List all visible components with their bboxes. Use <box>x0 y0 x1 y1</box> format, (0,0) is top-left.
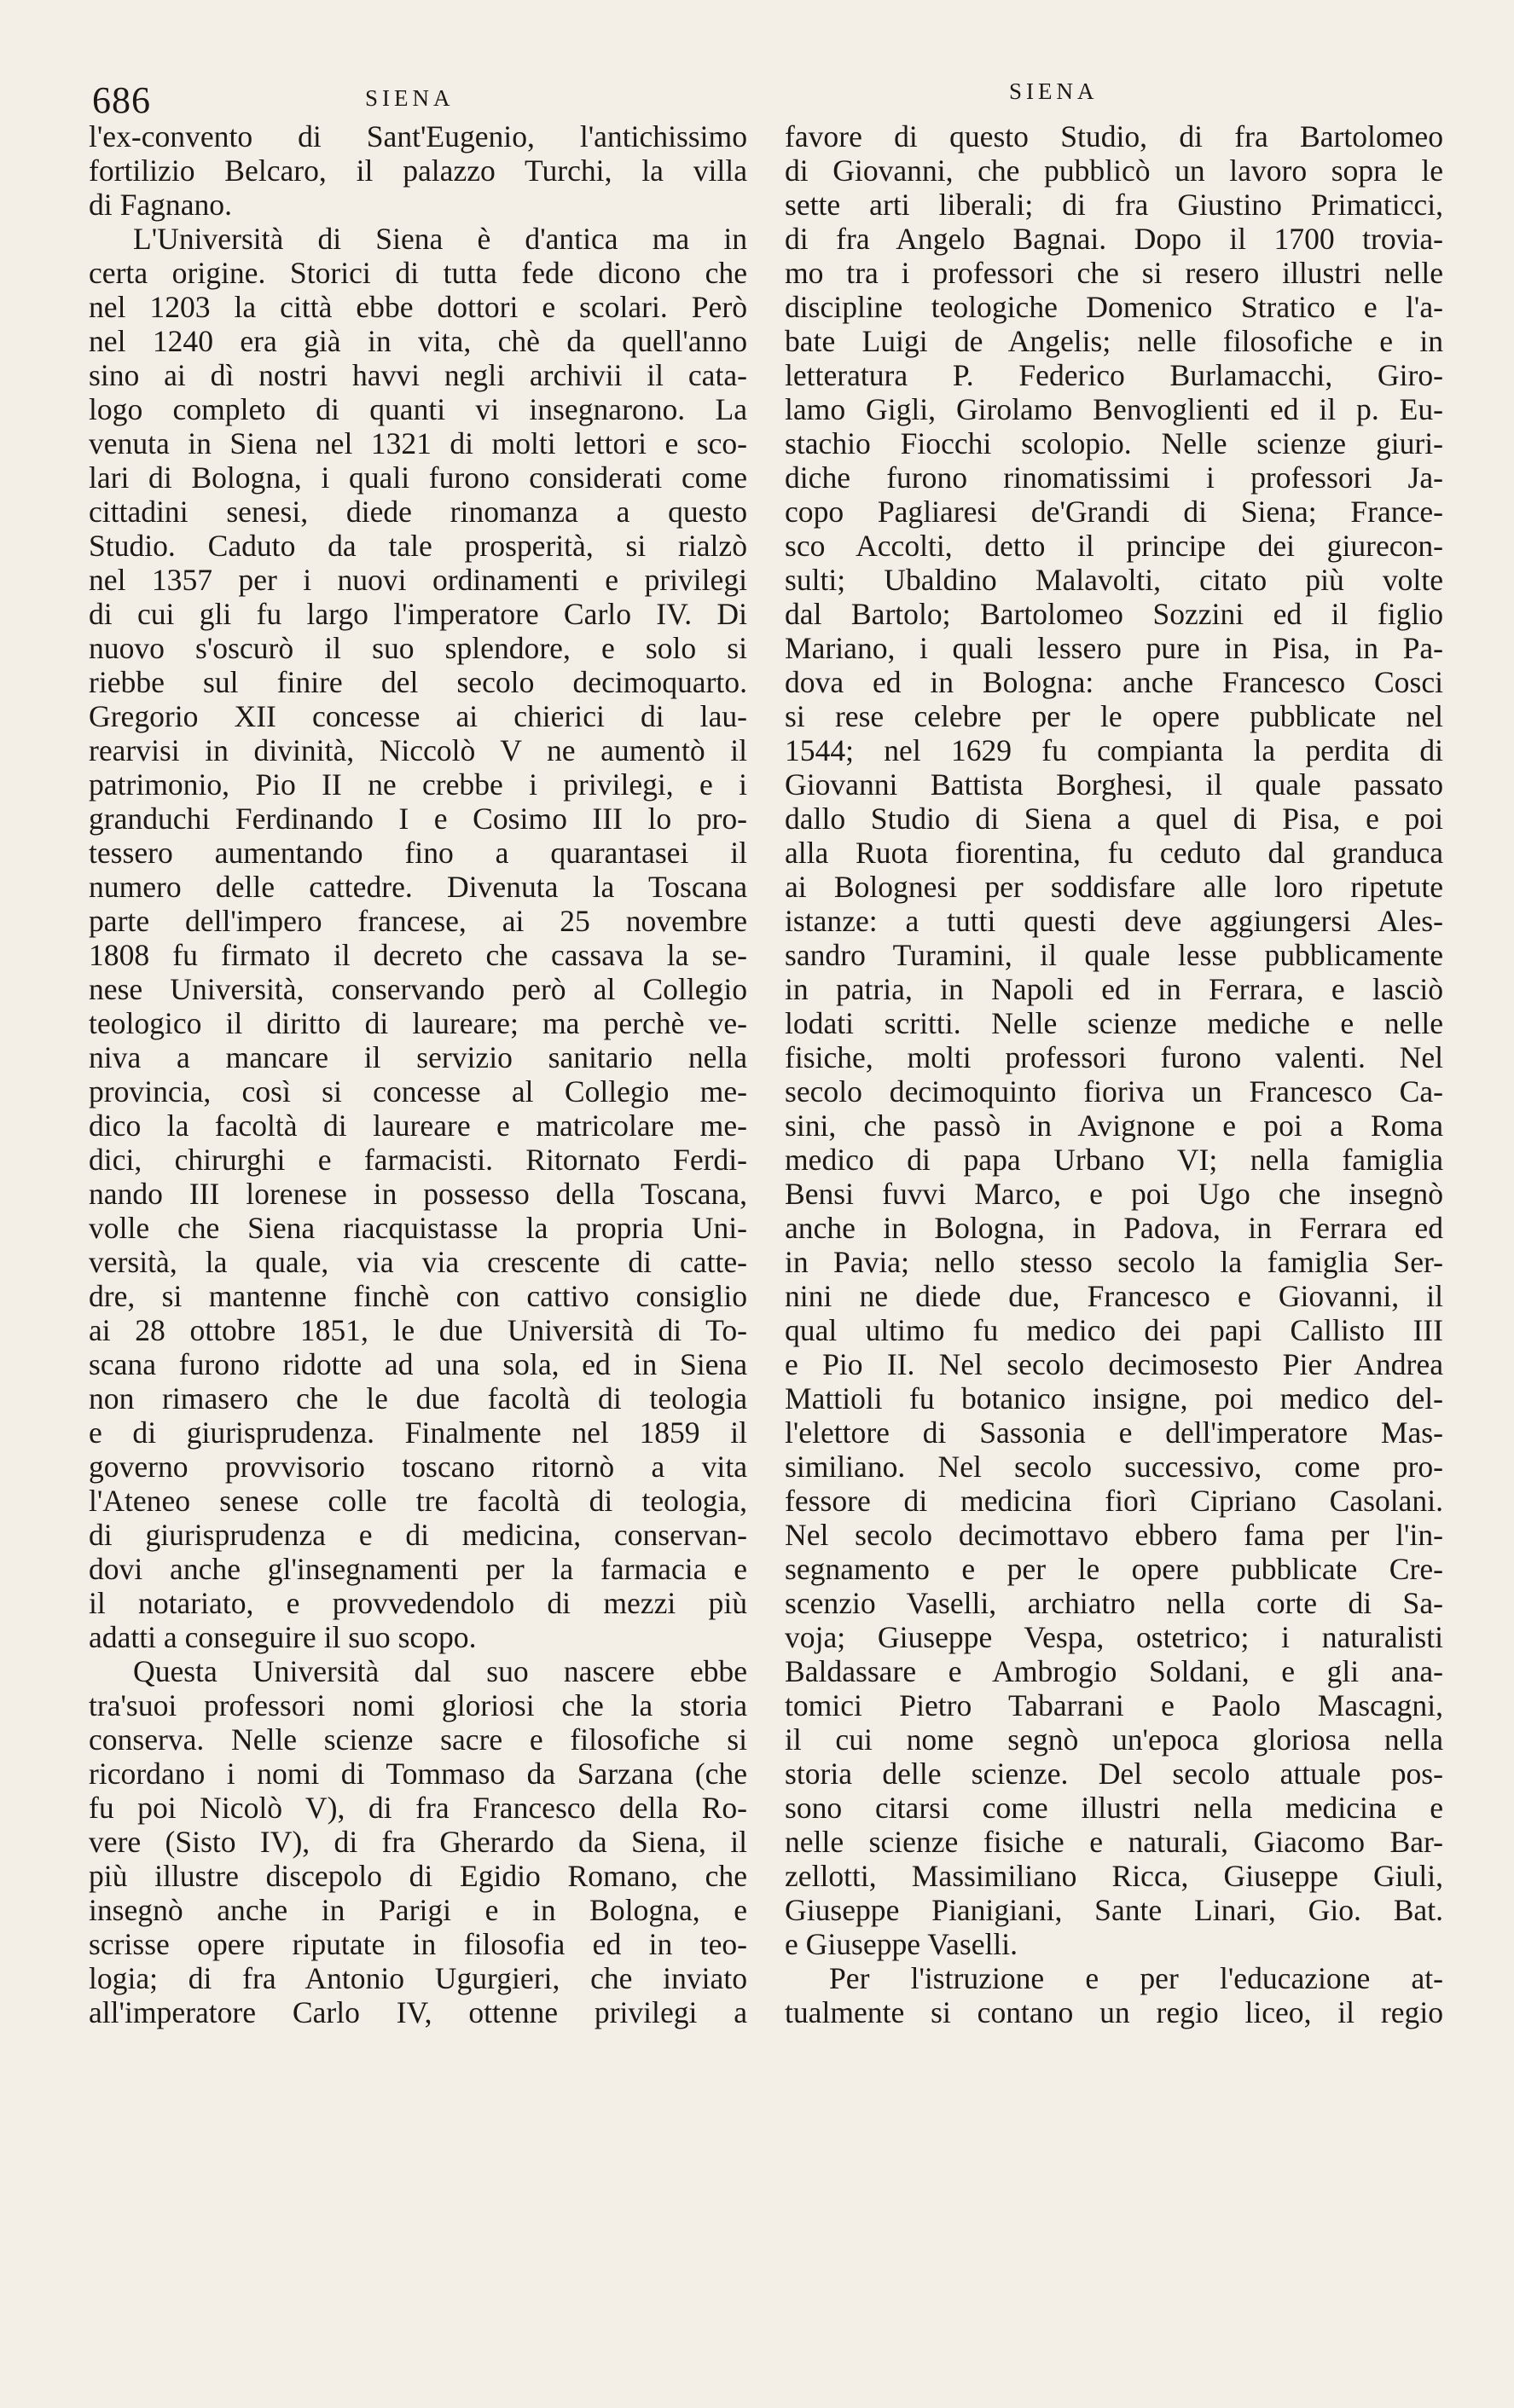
text-line: di cui gli fu largo l'imperatore Carlo IV. Di <box>89 597 747 631</box>
text-line: L'Università di Siena è d'antica ma in <box>133 222 747 256</box>
text-line: Studio. Caduto da tale prosperità, si rialzò <box>89 529 747 563</box>
text-line: in patria, in Napoli ed in Ferrara, e lasciò <box>785 972 1443 1006</box>
text-line: nese Università, conservando però al Collegio <box>89 972 747 1006</box>
text-line: l'ex-convento di Sant'Eugenio, l'antichissimo <box>89 119 747 153</box>
text-line: lodati scritti. Nelle scienze mediche e nelle <box>785 1006 1443 1040</box>
text-line: rearvisi in divinità, Niccolò V ne aumentò il <box>89 733 747 767</box>
text-line: 1544; nel 1629 fu compianta la perdita di <box>785 733 1443 767</box>
text-line: sulti; Ubaldino Malavolti, citato più volte <box>785 563 1443 597</box>
text-line: di fra Angelo Bagnai. Dopo il 1700 trovia- <box>785 222 1443 256</box>
text-line: Bensi fuvvi Marco, e poi Ugo che insegnò <box>785 1177 1443 1211</box>
text-line: discipline teologiche Domenico Stratico e l'a- <box>785 290 1443 324</box>
text-line: di Giovanni, che pubblicò un lavoro sopra le <box>785 153 1443 188</box>
text-line: tomici Pietro Tabarrani e Paolo Mascagni, <box>785 1688 1443 1722</box>
text-line: più illustre discepolo di Egidio Romano, che <box>89 1859 747 1893</box>
text-line: provincia, così si concesse al Collegio me- <box>89 1074 747 1108</box>
text-line: similiano. Nel secolo successivo, come pro- <box>785 1450 1443 1484</box>
text-line: lamo Gigli, Girolamo Benvoglienti ed il p. Eu- <box>785 392 1443 426</box>
right-text-column <box>785 119 1443 2029</box>
text-line: sco Accolti, detto il principe dei giurecon- <box>785 529 1443 563</box>
text-line: volle che Siena riacquistasse la propria Uni- <box>89 1211 747 1245</box>
text-line: secolo decimoquinto fioriva un Francesco Ca- <box>785 1074 1443 1108</box>
text-line: istanze: a tutti questi deve aggiungersi Ales- <box>785 904 1443 938</box>
text-line: mo tra i professori che si resero illustri nelle <box>785 256 1443 290</box>
text-line: di Fagnano. <box>89 188 232 222</box>
text-line: sini, che passò in Avignone e poi a Roma <box>785 1108 1443 1143</box>
text-line: logia; di fra Antonio Ugurgieri, che inviato <box>89 1961 747 1995</box>
text-line: Questa Università dal suo nascere ebbe <box>133 1654 747 1688</box>
text-line: tessero aumentando fino a quarantasei il <box>89 836 747 870</box>
text-line: ai Bolognesi per soddisfare alle loro ripetute <box>785 870 1443 904</box>
text-line: l'elettore di Sassonia e dell'imperatore Mas- <box>785 1415 1443 1450</box>
text-line: dici, chirurghi e farmacisti. Ritornato Ferdi- <box>89 1143 747 1177</box>
text-line: zellotti, Massimiliano Ricca, Giuseppe Giuli, <box>785 1859 1443 1893</box>
text-line: bate Luigi de Angelis; nelle filosofiche e in <box>785 324 1443 358</box>
running-head-right: SIENA <box>1009 78 1099 104</box>
text-line: alla Ruota fiorentina, fu ceduto dal granduca <box>785 836 1443 870</box>
text-line: 1808 fu firmato il decreto che cassava la se- <box>89 938 747 972</box>
text-line: nelle scienze fisiche e naturali, Giacomo Bar- <box>785 1825 1443 1859</box>
text-line: dovi anche gl'insegnamenti per la farmacia e <box>89 1552 747 1586</box>
text-line: fisiche, molti professori furono valenti. Nel <box>785 1040 1443 1074</box>
text-line: sino ai dì nostri havvi negli archivii il cata- <box>89 358 747 392</box>
text-line: Mariano, i quali lessero pure in Pisa, in Pa- <box>785 631 1443 665</box>
text-line: stachio Fiocchi scolopio. Nelle scienze giuri- <box>785 426 1443 460</box>
page-number: 686 <box>92 79 151 121</box>
text-line: Nel secolo decimottavo ebbero fama per l'in- <box>785 1518 1443 1552</box>
text-line: sono citarsi come illustri nella medicina e <box>785 1791 1443 1825</box>
text-line: si rese celebre per le opere pubblicate nel <box>785 699 1443 733</box>
text-line: e Giuseppe Vaselli. <box>785 1927 1018 1961</box>
text-line: patrimonio, Pio II ne crebbe i privilegi, e i <box>89 767 747 802</box>
text-line: tualmente si contano un regio liceo, il regio <box>785 1995 1443 2029</box>
text-line: dallo Studio di Siena a quel di Pisa, e poi <box>785 802 1443 836</box>
text-line: riebbe sul finire del secolo decimoquarto. <box>89 665 747 699</box>
text-line: nando III lorenese in possesso della Toscana, <box>89 1177 747 1211</box>
text-line: fessore di medicina fiorì Cipriano Casolani. <box>785 1484 1443 1518</box>
text-line: sandro Turamini, il quale lesse pubblicamente <box>785 938 1443 972</box>
text-line: venuta in Siena nel 1321 di molti lettori e sco- <box>89 426 747 460</box>
text-line: vere (Sisto IV), di fra Gherardo da Siena, il <box>89 1825 747 1859</box>
text-line: dal Bartolo; Bartolomeo Sozzini ed il figlio <box>785 597 1443 631</box>
text-line: nuovo s'oscurò il suo splendore, e solo si <box>89 631 747 665</box>
text-line: nini ne diede due, Francesco e Giovanni, il <box>785 1279 1443 1313</box>
text-line: diche furono rinomatissimi i professori Ja- <box>785 460 1443 495</box>
text-line: versità, la quale, via via crescente di catte- <box>89 1245 747 1279</box>
text-line: dre, si mantenne finchè con cattivo consiglio <box>89 1279 747 1313</box>
text-line: fu poi Nicolò V), di fra Francesco della Ro- <box>89 1791 747 1825</box>
text-line: ai 28 ottobre 1851, le due Università di To- <box>89 1313 747 1347</box>
text-line: e Pio II. Nel secolo decimosesto Pier Andrea <box>785 1347 1443 1381</box>
running-head-left: SIENA <box>365 85 455 111</box>
text-line: letteratura P. Federico Burlamacchi, Giro- <box>785 358 1443 392</box>
text-line: dova ed in Bologna: anche Francesco Cosci <box>785 665 1443 699</box>
text-line: governo provvisorio toscano ritornò a vita <box>89 1450 747 1484</box>
text-line: adatti a conseguire il suo scopo. <box>89 1620 477 1654</box>
text-line: Giuseppe Pianigiani, Sante Linari, Gio. Bat. <box>785 1893 1443 1927</box>
text-line: Mattioli fu botanico insigne, poi medico del- <box>785 1381 1443 1415</box>
text-line: e di giurisprudenza. Finalmente nel 1859 il <box>89 1415 747 1450</box>
text-line: logo completo di quanti vi insegnarono. La <box>89 392 747 426</box>
text-line: granduchi Ferdinando I e Cosimo III lo pro- <box>89 802 747 836</box>
text-line: dico la facoltà di laureare e matricolare me- <box>89 1108 747 1143</box>
text-line: cittadini senesi, diede rinomanza a questo <box>89 495 747 529</box>
text-line: favore di questo Studio, di fra Bartolomeo <box>785 119 1443 153</box>
text-line: Gregorio XII concesse ai chierici di lau- <box>89 699 747 733</box>
text-line: numero delle cattedre. Divenuta la Toscana <box>89 870 747 904</box>
text-line: conserva. Nelle scienze sacre e filosofiche si <box>89 1722 747 1757</box>
text-line: ricordano i nomi di Tommaso da Sarzana (che <box>89 1757 747 1791</box>
text-line: scenzio Vaselli, archiatro nella corte di Sa- <box>785 1586 1443 1620</box>
text-line: scana furono ridotte ad una sola, ed in Siena <box>89 1347 747 1381</box>
text-line: Giovanni Battista Borghesi, il quale passato <box>785 767 1443 802</box>
text-line: niva a mancare il servizio sanitario nella <box>89 1040 747 1074</box>
text-line: di giurisprudenza e di medicina, conservan- <box>89 1518 747 1552</box>
text-line: Baldassare e Ambrogio Soldani, e gli ana- <box>785 1654 1443 1688</box>
text-line: sette arti liberali; di fra Giustino Primaticci, <box>785 188 1443 222</box>
text-line: nel 1240 era già in vita, chè da quell'anno <box>89 324 747 358</box>
text-line: certa origine. Storici di tutta fede dicono che <box>89 256 747 290</box>
text-line: segnamento e per le opere pubblicate Cre- <box>785 1552 1443 1586</box>
text-line: Per l'istruzione e per l'educazione at- <box>829 1961 1443 1995</box>
text-line: fortilizio Belcaro, il palazzo Turchi, la villa <box>89 153 747 188</box>
text-line: insegnò anche in Parigi e in Bologna, e <box>89 1893 747 1927</box>
text-line: parte dell'impero francese, ai 25 novembre <box>89 904 747 938</box>
text-line: nel 1203 la città ebbe dottori e scolari. Però <box>89 290 747 324</box>
text-line: medico di papa Urbano VI; nella famiglia <box>785 1143 1443 1177</box>
text-line: tra'suoi professori nomi gloriosi che la storia <box>89 1688 747 1722</box>
text-line: storia delle scienze. Del secolo attuale pos- <box>785 1757 1443 1791</box>
text-line: all'imperatore Carlo IV, ottenne privilegi a <box>89 1995 747 2029</box>
text-line: nel 1357 per i nuovi ordinamenti e privilegi <box>89 563 747 597</box>
text-line: anche in Bologna, in Padova, in Ferrara ed <box>785 1211 1443 1245</box>
text-line: in Pavia; nello stesso secolo la famiglia Ser- <box>785 1245 1443 1279</box>
text-line: copo Pagliaresi de'Grandi di Siena; France- <box>785 495 1443 529</box>
text-line: non rimasero che le due facoltà di teologia <box>89 1381 747 1415</box>
text-line: voja; Giuseppe Vespa, ostetrico; i naturalisti <box>785 1620 1443 1654</box>
left-text-column <box>89 119 747 2029</box>
text-line: qual ultimo fu medico dei papi Callisto III <box>785 1313 1443 1347</box>
text-line: l'Ateneo senese colle tre facoltà di teologia, <box>89 1484 747 1518</box>
text-line: il cui nome segnò un'epoca gloriosa nella <box>785 1722 1443 1757</box>
text-line: lari di Bologna, i quali furono considerati come <box>89 460 747 495</box>
text-line: teologico il diritto di laureare; ma perchè ve- <box>89 1006 747 1040</box>
text-line: scrisse opere riputate in filosofia ed in teo- <box>89 1927 747 1961</box>
text-line: il notariato, e provvedendolo di mezzi più <box>89 1586 747 1620</box>
